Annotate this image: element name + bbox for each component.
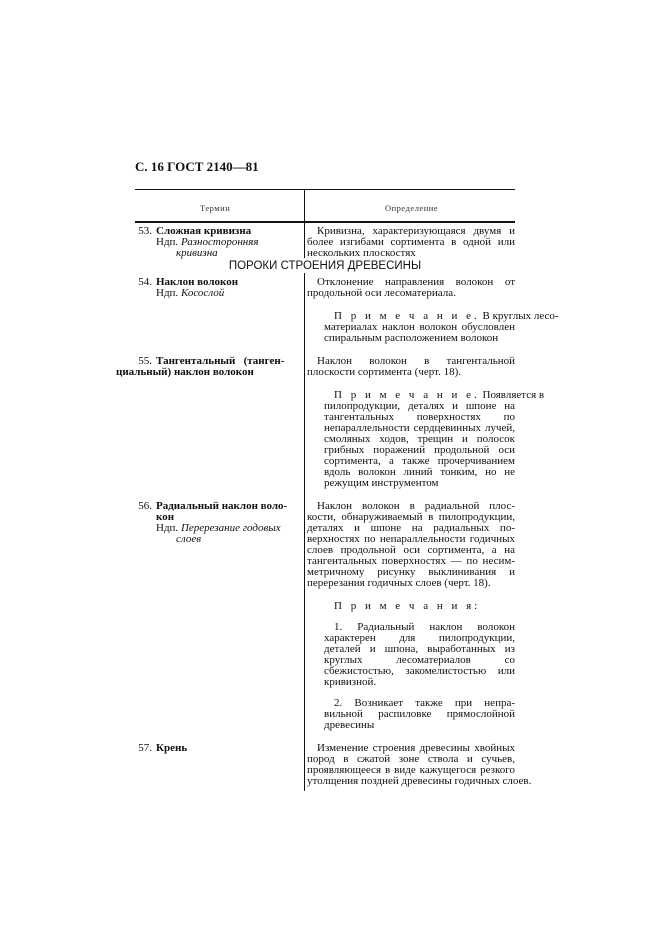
note-label: П р и м е ч а н и е.	[334, 389, 480, 401]
definition-cell	[307, 226, 515, 259]
term-continuation: циальный) наклон волокон	[116, 366, 254, 378]
deprecated-term-text: Разносторонняя кривизна	[156, 236, 258, 259]
note-item	[324, 622, 515, 688]
text-line: проявляющееся в виде кажущегося резкого	[307, 764, 515, 776]
text-line: П р и м е ч а н и е. В круглых лесо-	[334, 310, 559, 322]
column-header-term: Термин	[200, 203, 231, 213]
deprecated-term	[136, 288, 301, 299]
text-line: 2. Возникает также при непра-	[334, 697, 515, 709]
table-header-rule	[135, 221, 515, 223]
deprecated-term-text: Косослой	[180, 287, 225, 299]
column-divider	[304, 189, 305, 258]
text-line: П р и м е ч а н и е. Появляется в	[334, 389, 545, 401]
deprecated-term-continuation: слоев	[176, 533, 201, 545]
text-line: сортимента, а также прочерчиванием	[324, 455, 515, 467]
text-line: деталей и шпона, выработанных из	[324, 643, 515, 655]
term-name	[116, 355, 301, 378]
term-number: 53.	[138, 225, 152, 237]
text-line: метричному рисунку выклинивания и	[307, 566, 515, 578]
term-cell	[136, 226, 301, 259]
text-line: нескольких плоскостях	[307, 247, 416, 259]
note	[324, 389, 545, 489]
text-line: вдоль волокон линий тонким, но не	[324, 466, 515, 478]
text-line: перерезания годичных слоев (черт. 18).	[307, 577, 491, 589]
table-top-rule	[135, 189, 515, 190]
text-line: утолщения поздней древесины годичных слоев.	[307, 775, 532, 787]
text-line: слоев продольной оси сортимента, а на	[307, 544, 515, 556]
definition-cell	[307, 742, 532, 787]
term-number: 55.	[138, 355, 152, 367]
term-label: Тангентальный (танген- циальный) наклон волокон	[116, 355, 285, 378]
text-line: более изгибами сортимента в одной или	[307, 236, 515, 248]
section-heading: ПОРОКИ СТРОЕНИЯ ДРЕВЕСИНЫ	[228, 260, 422, 272]
note	[324, 310, 559, 344]
text-line: верхностях по непараллельности годичных	[307, 533, 515, 545]
ndp-label: Ндп.	[156, 236, 179, 248]
deprecated-term-text: Перерезание годовых слоев	[156, 522, 281, 545]
text-line: вильной распиловке прямослойной	[324, 708, 515, 720]
text-line: тангентальных поверхностях — по несим-	[307, 555, 515, 567]
text-line: продольной оси лесоматериала.	[307, 287, 456, 299]
text-line: режущим инструментом	[324, 477, 439, 489]
term-cell	[116, 355, 301, 378]
text-line: Наклон волокон в тангентальной	[317, 355, 515, 367]
term-number: 57.	[138, 742, 152, 754]
text-line: грибных поражений продольной оси	[324, 444, 515, 456]
ndp-label: Ндп.	[156, 287, 179, 299]
text-line: Изменение строения древесины хвойных	[317, 742, 515, 754]
term-continuation: кон	[156, 511, 175, 523]
term-label: Крень	[156, 742, 188, 754]
text-line: сбежистостью, закомелистостью или	[324, 665, 515, 677]
text-line: древесины	[324, 719, 375, 731]
note-item	[324, 698, 515, 731]
term-cell	[136, 501, 301, 545]
definition-cell	[307, 277, 515, 299]
definition-cell	[307, 501, 515, 589]
text-line: плоскости сортимента (черт. 18).	[307, 366, 461, 378]
text-line: характерен для пилопродукции,	[324, 632, 515, 644]
text-line: пород в сжатой зоне ствола и сучьев,	[307, 753, 515, 765]
text-line: Отклонение направления волокон от	[317, 276, 515, 288]
deprecated-term	[136, 237, 301, 259]
term-number: 56.	[138, 500, 152, 512]
term-name	[136, 743, 301, 754]
text-line: материалах наклон волокон обусловлен	[324, 321, 515, 333]
text-line: Кривизна, характеризующаяся двумя и	[317, 225, 515, 237]
term-cell	[136, 743, 301, 754]
term-number: 54.	[138, 276, 152, 288]
text-line: круглых лесоматериалов со	[324, 654, 515, 666]
term-label: Сложная кривизна	[156, 225, 252, 237]
text-line: 1. Радиальный наклон волокон	[334, 621, 515, 633]
text-line: кривизной.	[324, 676, 377, 688]
deprecated-term	[136, 523, 301, 545]
text-line: кости, обнаруживаемый в пилопродукции,	[307, 511, 515, 523]
text-line: тангентальных поверхностях по	[324, 411, 515, 423]
ndp-label: Ндп.	[156, 522, 179, 534]
term-label: Радиальный наклон воло-	[156, 500, 288, 512]
note-label: П р и м е ч а н и е.	[334, 310, 480, 322]
text-line: спиральным расположением волокон	[324, 332, 499, 344]
text-line: смоляных ходов, трещин и полосок	[324, 433, 515, 445]
text-line: пилопродукции, деталях и шпоне на	[324, 400, 515, 412]
term-cell	[136, 277, 301, 299]
text-line: Наклон волокон в радиальной плос-	[317, 500, 515, 512]
text-line: деталях и шпоне на радиальных по-	[307, 522, 515, 534]
notes-label: П р и м е ч а н и я:	[334, 600, 481, 612]
page-header: С. 16 ГОСТ 2140—81	[135, 159, 259, 174]
text-line: непараллельности сердцевинных лучей,	[324, 422, 515, 434]
term-label: Наклон волокон	[156, 276, 239, 288]
deprecated-term-continuation: кривизна	[176, 247, 218, 259]
column-header-definition: Определение	[385, 203, 439, 213]
definition-cell	[307, 356, 515, 378]
column-divider	[304, 273, 305, 791]
